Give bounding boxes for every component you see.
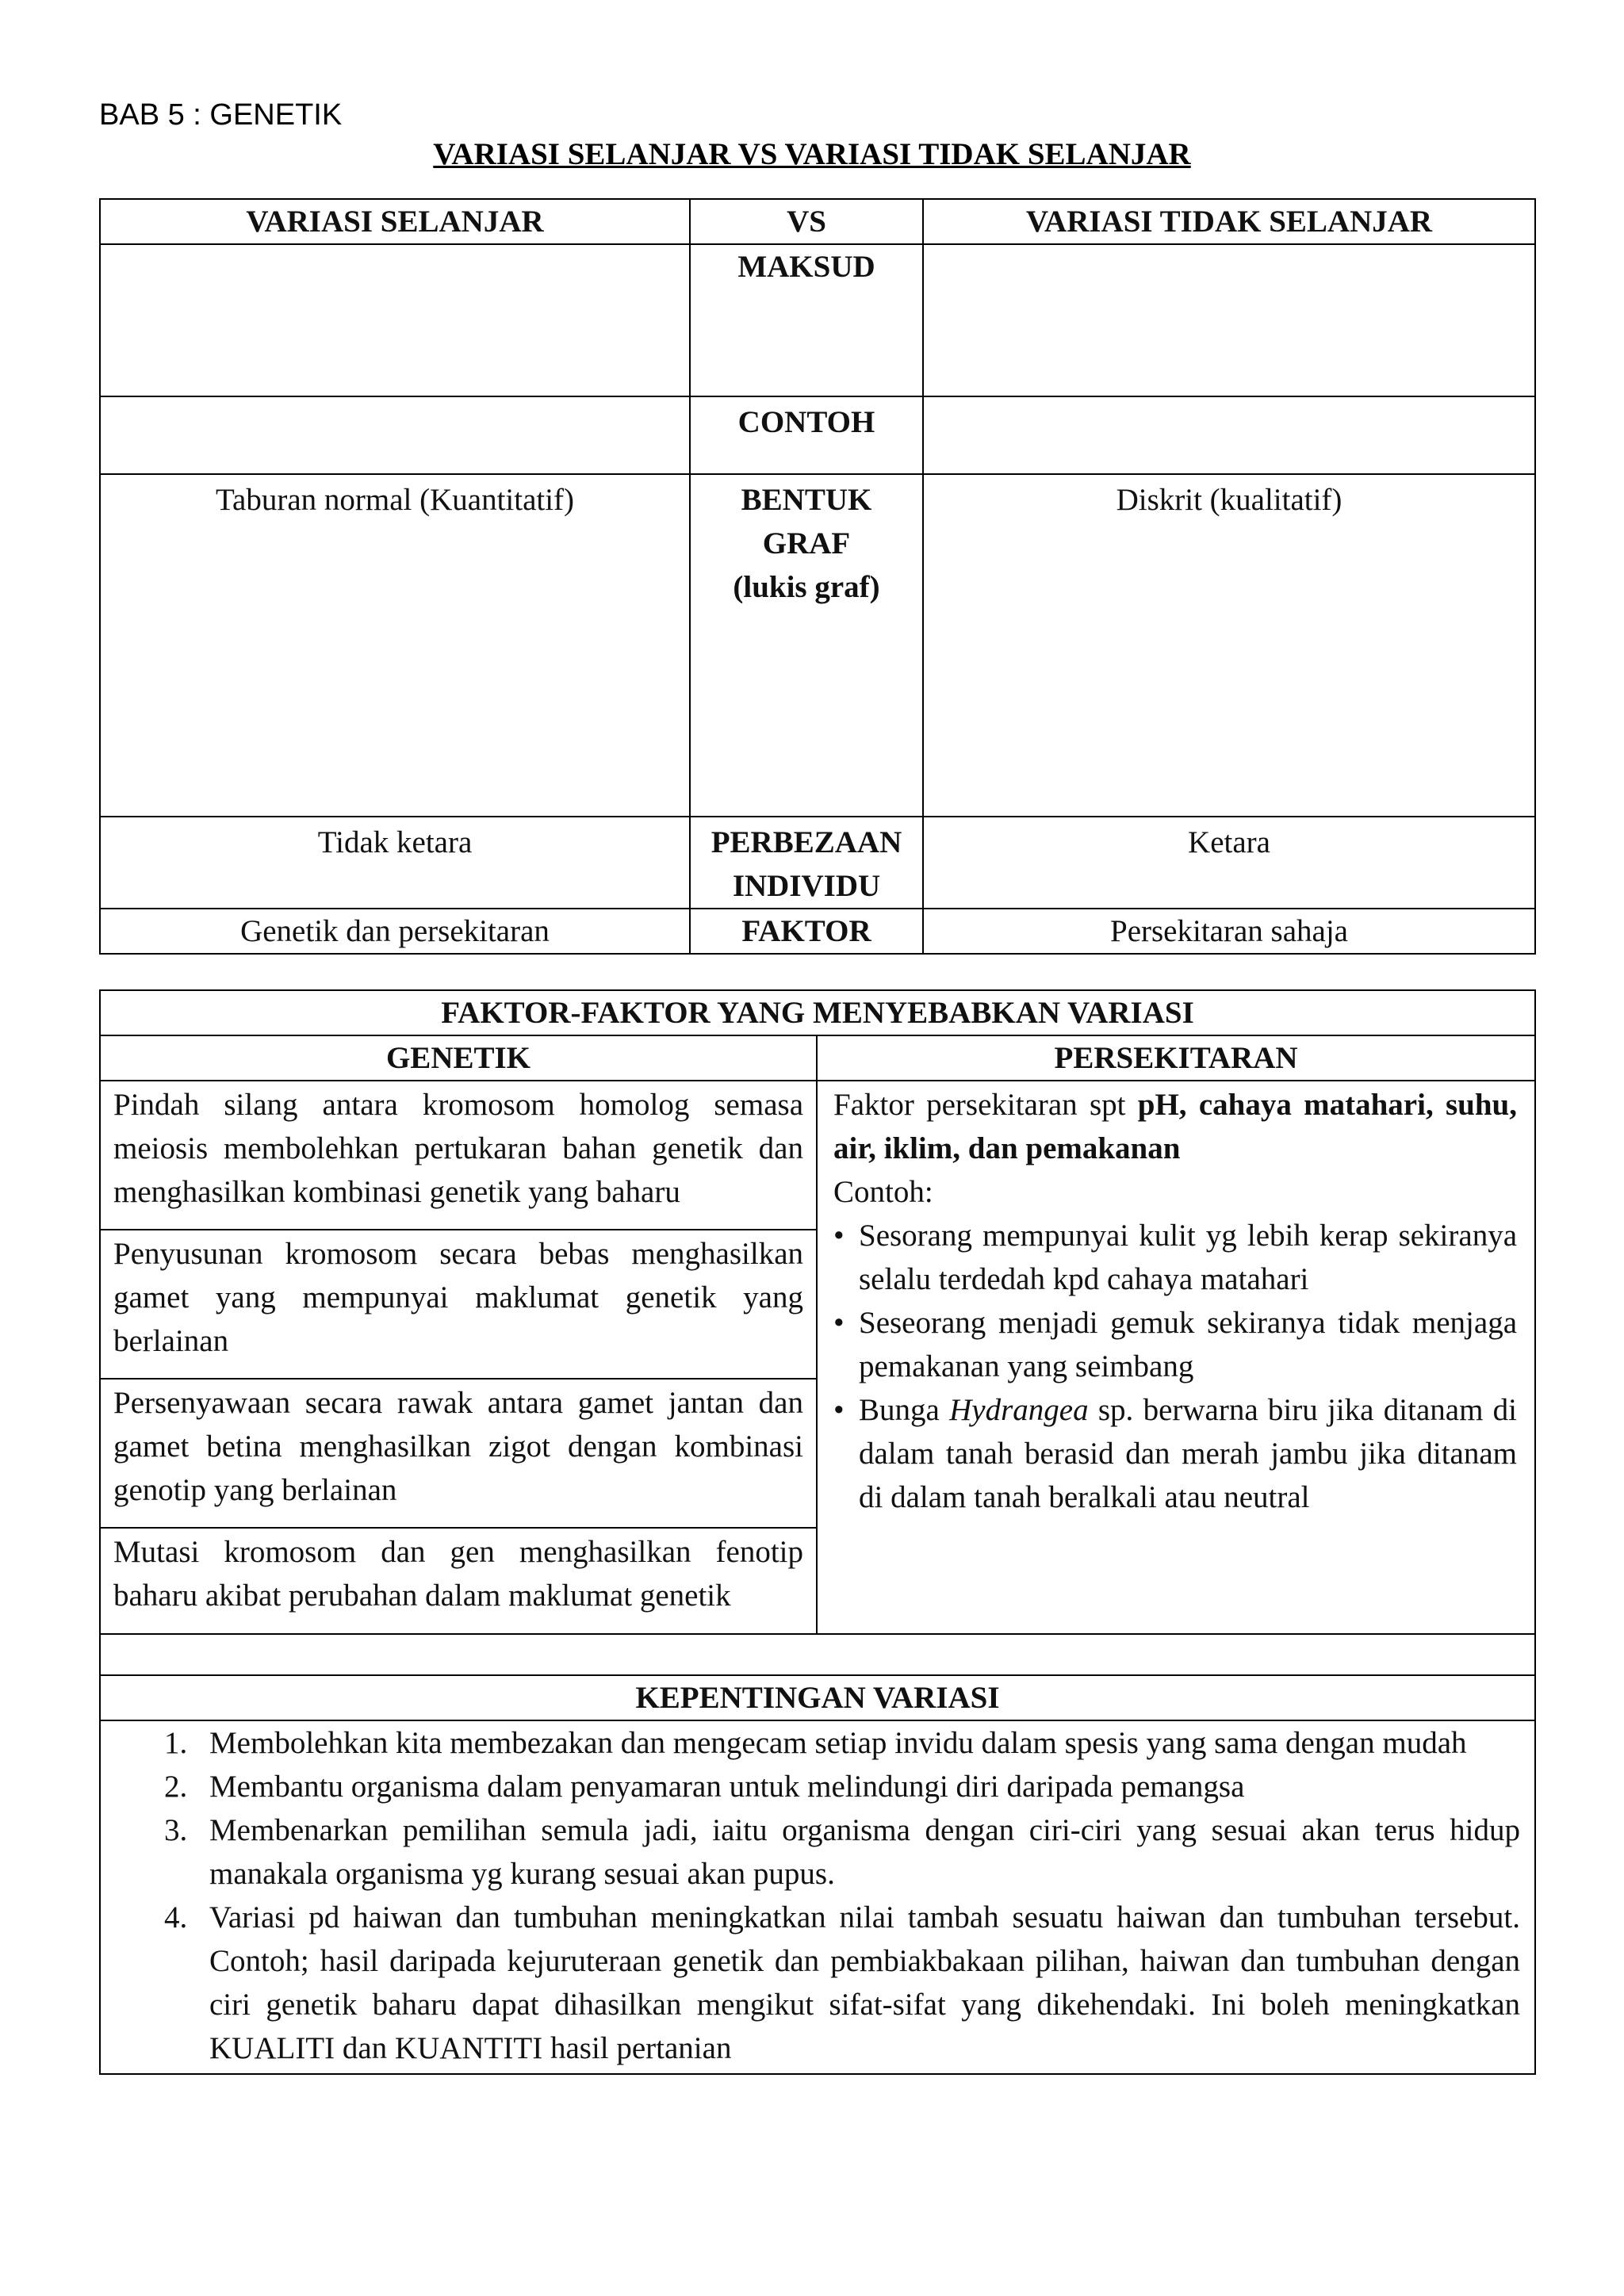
genetic-factor-random-fertilisation: Persenyawaan secara rawak antara gamet jantan dan gamet betina menghasilkan zigot dengan kombinasi genotip yang berlainan (100, 1379, 817, 1528)
importance-cell (100, 1720, 1535, 2074)
list-item (101, 1808, 1520, 1896)
meaning-continuous-cell (100, 244, 690, 396)
item-number: 4. (164, 1900, 188, 1934)
example-text-before: Bunga (859, 1393, 950, 1427)
environment-example-label: Contoh: (833, 1175, 933, 1209)
genetic-factor-mutation: Mutasi kromosom dan gen menghasilkan fenotip baharu akibat perubahan dalam maklumat genetik (100, 1528, 817, 1634)
example-text: Sesorang mempunyai kulit yg lebih kerap sekiranya selalu terdedah kpd cahaya matahari (859, 1219, 1518, 1296)
factor-continuous-cell: Genetik dan persekitaran (100, 909, 690, 954)
genetic-factor-independent-assortment: Penyusunan kromosom secara bebas menghasilkan gamet yang mempunyai maklumat genetik yang berlainan (100, 1230, 817, 1379)
meaning-label: MAKSUD (690, 244, 923, 396)
difference-label-line: INDIVIDU (732, 869, 881, 903)
row-example (100, 396, 1535, 474)
example-label: CONTOH (690, 396, 923, 474)
importance-row (100, 1720, 1535, 2074)
item-text: Membenarkan pemilihan semula jadi, iaitu organisma dengan ciri-ciri yang sesuai akan terus hidup manakala organisma yg kurang sesuai akan pupus. (209, 1813, 1521, 1891)
list-item (833, 1301, 1517, 1388)
factor-label: FAKTOR (690, 909, 923, 954)
row-factor (100, 909, 1535, 954)
list-item (101, 1765, 1520, 1808)
importance-title-row (100, 1675, 1535, 1720)
header-vs: VS (690, 199, 923, 244)
example-text: Seseorang menjadi gemuk sekiranya tidak menjaga pemakanan yang seimbang (859, 1306, 1518, 1383)
genetic-row (100, 1081, 1535, 1230)
spacer-cell (100, 1634, 1535, 1675)
example-discontinuous-cell (923, 396, 1535, 474)
chapter-heading: BAB 5 : GENETIK (99, 98, 343, 132)
item-number: 2. (164, 1770, 188, 1804)
graph-label-line: BENTUK (741, 483, 872, 517)
row-graph-shape (100, 474, 1535, 817)
example-text-after: sp. berwarna biru jika ditanam di dalam tanah berasid dan merah jambu jika ditanam di dalam tanah beralkali atau neutral (859, 1393, 1518, 1514)
meaning-discontinuous-cell (923, 244, 1535, 396)
factors-table (99, 989, 1536, 2075)
item-text: Membantu organisma dalam penyamaran untuk melindungi diri daripada pemangsa (209, 1770, 1245, 1804)
page-title: VARIASI SELANJAR VS VARIASI TIDAK SELANJAR (433, 137, 1191, 171)
factors-title-row (100, 990, 1535, 1035)
factors-header-row (100, 1035, 1535, 1081)
list-item (833, 1388, 1517, 1519)
row-individual-difference (100, 817, 1535, 909)
item-text: Variasi pd haiwan dan tumbuhan meningkatkan nilai tambah sesuatu haiwan dan tumbuhan tersebut. Contoh; hasil daripada kejuruteraan genetik dan pembiakbakaan pilihan, haiwan dan tumbuhan dengan ciri genetik baharu dapat dihasilkan mengikut sifat-sifat yang dikehendaki. Ini boleh meningkatkan KUALITI dan KUANTITI hasil pertanian (209, 1900, 1521, 2065)
graph-discontinuous-cell: Diskrit (kualitatif) (923, 474, 1535, 817)
item-text: Membolehkan kita membezakan dan mengecam setiap invidu dalam spesis yang sama dengan mudah (209, 1726, 1467, 1760)
list-item (101, 1896, 1520, 2070)
factors-title: FAKTOR-FAKTOR YANG MENYEBABKAN VARIASI (100, 990, 1535, 1035)
comparison-table (99, 198, 1536, 955)
bullet-icon: • (833, 1393, 845, 1427)
difference-continuous-cell: Tidak ketara (100, 817, 690, 909)
environment-intro-text: Faktor persekitaran spt (833, 1088, 1138, 1122)
difference-label (690, 817, 923, 909)
graph-continuous-cell: Taburan normal (Kuantitatif) (100, 474, 690, 817)
graph-label-line: (lukis graf) (733, 570, 880, 604)
environment-header: PERSEKITARAN (817, 1035, 1535, 1081)
environment-intro-bold: pH, cahaya matahari, suhu, air, iklim, dan pemakanan (833, 1088, 1517, 1165)
row-meaning (100, 244, 1535, 396)
example-species-name: Hydrangea (949, 1393, 1089, 1427)
bullet-icon: • (833, 1219, 845, 1253)
genetic-factor-crossing-over: Pindah silang antara kromosom homolog semasa meiosis membolehkan pertukaran bahan genetik dan menghasilkan kombinasi genetik yang baharu (100, 1081, 817, 1230)
environment-cell (817, 1081, 1535, 1634)
graph-label (690, 474, 923, 817)
comparison-header-row (100, 199, 1535, 244)
item-number: 3. (164, 1813, 188, 1847)
importance-list (101, 1721, 1520, 2072)
difference-discontinuous-cell: Ketara (923, 817, 1535, 909)
bullet-icon: • (833, 1306, 845, 1340)
environment-example-list (833, 1214, 1517, 1519)
list-item (101, 1721, 1520, 1765)
genetic-header: GENETIK (100, 1035, 817, 1081)
environment-intro (833, 1083, 1517, 1170)
graph-label-line: GRAF (762, 526, 851, 561)
list-item (833, 1214, 1517, 1301)
spacer-row (100, 1634, 1535, 1675)
example-continuous-cell (100, 396, 690, 474)
difference-label-line: PERBEZAAN (710, 825, 902, 859)
header-continuous-variation: VARIASI SELANJAR (100, 199, 690, 244)
importance-title: KEPENTINGAN VARIASI (100, 1675, 1535, 1720)
factor-discontinuous-cell: Persekitaran sahaja (923, 909, 1535, 954)
header-discontinuous-variation: VARIASI TIDAK SELANJAR (923, 199, 1535, 244)
item-number: 1. (164, 1726, 188, 1760)
